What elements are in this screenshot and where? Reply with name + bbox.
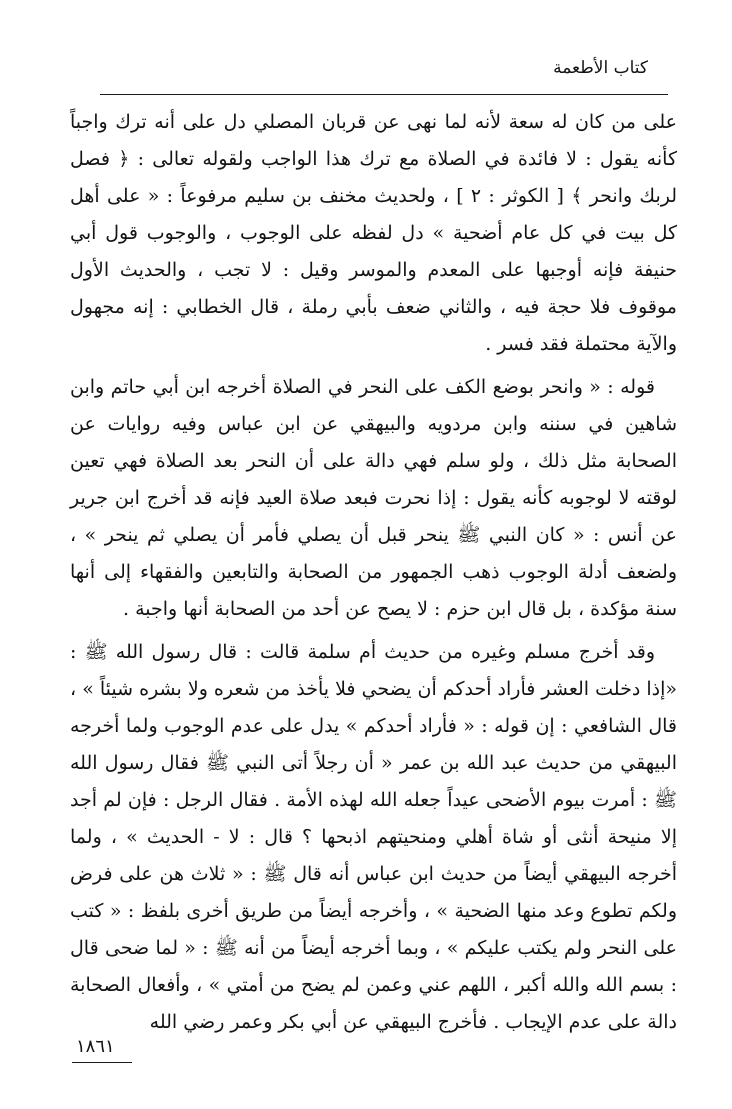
header-rule — [100, 94, 668, 95]
paragraph-3: وقد أخرج مسلم وغيره من حديث أم سلمة قالت : قال رسول الله ﷺ : «إذا دخلت العشر فأراد أحدكم أن يضحي فلا يأخذ من شعره ولا بشره شيئاً » ، قال الشافعي : إن قوله : « فأراد أحدكم » يدل على عدم الوجوب ولما أخرجه البيهقي من حديث عبد الله بن عمر « أن رجلاً أتى النبي ﷺ فقال رسول الله ﷺ : أمرت بيوم الأضحى عيداً جعله الله لهذه الأمة . فقال الرجل : فإن لم أجد إلا منيحة أنثى أو شاة أهلي ومنحيتهم اذبحها ؟ قال : لا - الحديث » ، ولما أخرجه البيهقي أيضاً من حديث ابن عباس أنه قال ﷺ : « ثلاث هن على فرض ولكم تطوع وعد منها الضحية » ، وأخرجه أيضاً من طريق أخرى بلفظ : « كتب على النحر ولم يكتب عليكم » ، وبما أخرجه أيضاً من أنه ﷺ : « لما ضحى قال : بسم الله والله أكبر ، اللهم عني وعمن لم يضح من أمتي » ، وأفعال الصحابة دالة على عدم الإيجاب . فأخرج البيهقي عن أبي بكر وعمر رضي الله — [70, 641, 677, 1033]
running-header-title: كتاب الأطعمة — [553, 58, 648, 78]
page-number-rule — [72, 1062, 132, 1063]
paragraph-2: قوله : « وانحر بوضع الكف على النحر في الصلاة أخرجه ابن أبي حاتم وابن شاهين في سننه وابن مردويه والبيهقي عن ابن عباس وفيه روايات عن الصحابة مثل ذلك ، ولو سلم فهي دالة على أن النحر بعد الصلاة فهي تعين لوقته لا لوجوبه كأنه يقول : إذا نحرت فبعد صلاة العيد فإنه قد أخرج ابن جرير عن أنس : « كان النبي ﷺ ينحر قبل أن يصلي فأمر أن يصلي ثم ينحر » ، ولضعف أدلة الوجوب ذهب الجمهور من الصحابة والتابعين والفقهاء إلى أنها سنة مؤكدة ، بل قال ابن حزم : لا يصح عن أحد من الصحابة أنها واجبة . — [70, 376, 677, 620]
page-number: ١٨٦١ — [76, 1036, 115, 1057]
body-text — [70, 104, 677, 1041]
paragraph-1: على من كان له سعة لأنه لما نهى عن قربان المصلي دل على أنه ترك واجباً كأنه يقول : لا فائدة في الصلاة مع ترك هذا الواجب ولقوله تعالى : ﴿ فصل لربك وانحر ﴾ [ الكوثر : ٢ ] ، ولحديث مخنف بن سليم مرفوعاً : « على أهل كل بيت في كل عام أضحية » دل لفظه على الوجوب ، والوجوب قول أبي حنيفة فإنه أوجبها على المعدم والموسر وقيل : لا تجب ، والحديث الأول موقوف فلا حجة فيه ، والثاني ضعف بأبي رملة ، قال الخطابي : إنه مجهول والآية محتملة فقد فسر . — [70, 111, 678, 355]
